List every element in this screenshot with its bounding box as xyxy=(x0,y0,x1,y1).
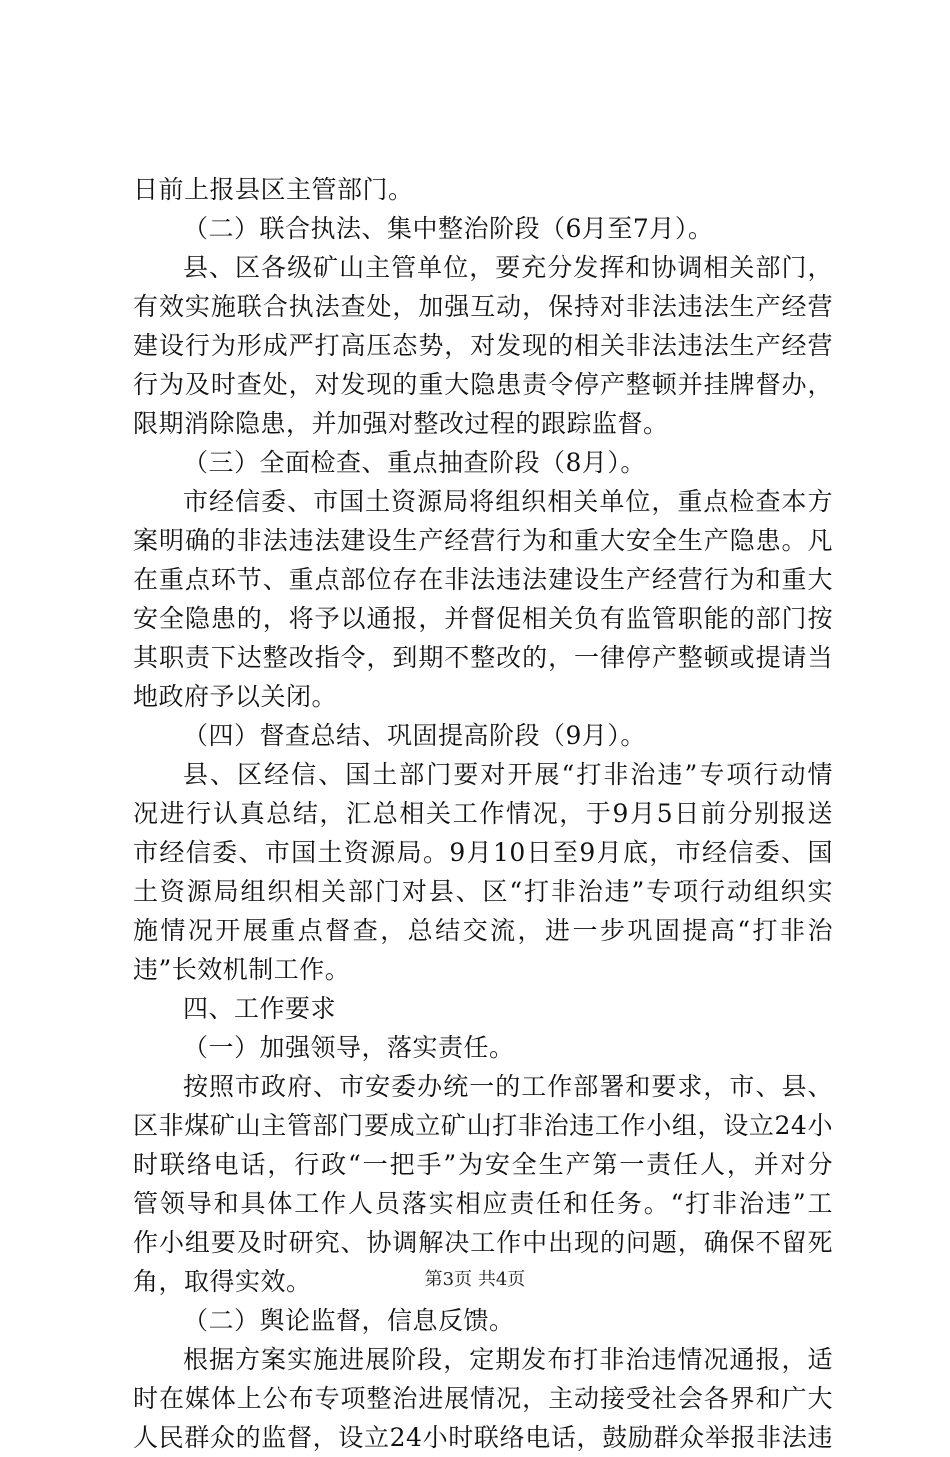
text-line: 有效实施联合执法查处，加强互动，保持对非法违法生产经营 xyxy=(133,292,833,321)
document-body xyxy=(133,170,833,1457)
text-line: 违”长效机制工作。 xyxy=(133,955,351,984)
text-line: 根据方案实施进展阶段，定期发布打非治违情况通报，适 xyxy=(183,1345,833,1374)
text-line: 建设行为形成严打高压态势，对发现的相关非法违法生产经营 xyxy=(133,331,833,360)
text-line: 土资源局组织相关部门对县、区“打非治违”专项行动组织实 xyxy=(133,877,833,906)
text-line: 施情况开展重点督查，总结交流，进一步巩固提高“打非治 xyxy=(133,916,833,945)
text-line: 安全隐患的，将予以通报，并督促相关负有监管职能的部门按 xyxy=(133,604,833,633)
text-line: 区非煤矿山主管部门要成立矿山打非治违工作小组，设立24小 xyxy=(133,1111,833,1140)
text-line: 市经信委、市国土资源局将组织相关单位，重点检查本方 xyxy=(183,487,833,516)
text-line: （三）全面检查、重点抽查阶段（8月）。 xyxy=(183,448,646,477)
text-line: 行为及时查处，对发现的重大隐患责令停产整顿并挂牌督办， xyxy=(133,370,833,399)
text-line: 地政府予以关闭。 xyxy=(133,682,338,711)
text-line: 在重点环节、重点部位存在非法违法建设生产经营行为和重大 xyxy=(133,565,833,594)
text-line: 时联络电话，行政“一把手”为安全生产第一责任人，并对分 xyxy=(133,1150,833,1179)
text-line: 角，取得实效。 xyxy=(133,1267,312,1296)
text-line: 县、区各级矿山主管单位，要充分发挥和协调相关部门， xyxy=(183,253,833,282)
text-line: 限期消除隐患，并加强对整改过程的跟踪监督。 xyxy=(133,409,669,438)
text-line: 管领导和具体工作人员落实相应责任和任务。“打非治违”工 xyxy=(133,1189,833,1218)
text-line: 日前上报县区主管部门。 xyxy=(133,175,414,204)
text-line: （一）加强领导，落实责任。 xyxy=(183,1033,515,1062)
text-line: 人民群众的监督，设立24小时联络电话，鼓励群众举报非法违 xyxy=(133,1423,833,1452)
page-footer: 第3页 共4页 xyxy=(424,1269,526,1290)
text-line: 四、工作要求 xyxy=(183,994,337,1023)
text-line: 时在媒体上公布专项整治进展情况，主动接受社会各界和广大 xyxy=(133,1384,833,1413)
text-line: 作小组要及时研究、协调解决工作中出现的问题，确保不留死 xyxy=(133,1228,833,1257)
text-line: （二）联合执法、集中整治阶段（6月至7月）。 xyxy=(183,214,714,243)
text-line: 市经信委、市国土资源局。9月10日至9月底，市经信委、国 xyxy=(133,838,833,867)
text-line: （四）督查总结、巩固提高阶段（9月）。 xyxy=(183,721,646,750)
text-line: （二）舆论监督，信息反馈。 xyxy=(183,1306,515,1335)
text-line: 其职责下达整改指令，到期不整改的，一律停产整顿或提请当 xyxy=(133,643,833,672)
text-line: 况进行认真总结，汇总相关工作情况，于9月5日前分别报送 xyxy=(133,799,833,828)
text-line: 县、区经信、国土部门要对开展“打非治违”专项行动情 xyxy=(183,760,833,789)
text-line: 按照市政府、市安委办统一的工作部署和要求，市、县、 xyxy=(183,1072,833,1101)
text-line: 案明确的非法违法建设生产经营行为和重大安全生产隐患。凡 xyxy=(133,526,833,555)
